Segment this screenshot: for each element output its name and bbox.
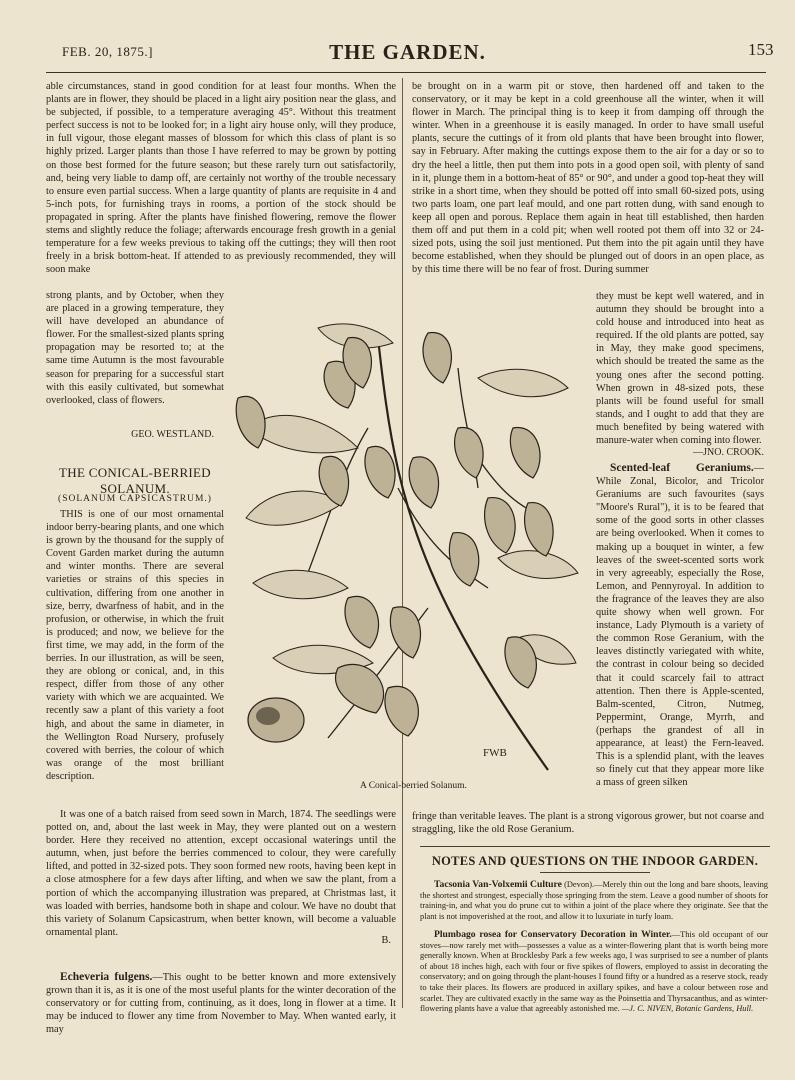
header-title: THE GARDEN. bbox=[329, 40, 486, 64]
header-date: FEB. 20, 1875.] bbox=[62, 44, 153, 59]
notes-rule-bottom bbox=[540, 872, 650, 873]
notes-title: NOTES AND QUESTIONS ON THE INDOOR GARDEN. bbox=[431, 854, 759, 868]
section-title-solanum: THE CONICAL-BERRIED SOLANUM. bbox=[59, 465, 211, 496]
signature-westland: GEO. WESTLAND. bbox=[131, 429, 214, 440]
left-paragraph-2-wide: It was one of a batch raised from seed sown in March, 1874. The seedlings were potted on, and, about the last week in May, they were planted out on a western border. Here they received no attention, except occasional waterings until the autumn, when, just before the berries commenced to colour, they were carefully lifted, and potted in 32-sized pots. They soon formed new roots, having been kept in a close atmosphere for a few days after lifting, and when we saw the plant, from a portion of which the accompanying illustration was prepared, at Christmas last, it was loaded with berries, handsome both in shape and colour. We have no doubt that this variety of Solanum Capsicastrum, when better known, will become a valuable ornamental plant. bbox=[46, 809, 396, 938]
left-paragraph-2-narrow: THIS is one of our most ornamental indoor berry-bearing plants, and one which is grown by the thousand for the supply of Covent Garden market during the autumn and winter months. There are several varieties or strains of this species in cultivation, differing from one another in size, berry, dwarfness of habit, and in the profusion, or otherwise, in which the fruit is produced; and now, we believe for the first time, we may add, in the form of the berries. In our illustration, as will be seen, they are oblong or conical, and, in this respect, differ from those of any other variety with which we are acquainted. We recently saw a plant of this variety a foot high, and about the same in diameter, in the Wellington Road Nursery, profusely covered with berries, the colour of which was orange of the most brilliant description. bbox=[46, 509, 224, 782]
left-paragraph-1-narrow: strong plants, and by October, when they are placed in a growing temperature, they will have developed an abundance of flower. For the smallest-sized plants spring propagation may be resorted to; at the same time Autumn is the most favourable season for preparing for a successful start with this easily cultivated, but somewhat overlooked, class of flowers. bbox=[46, 290, 224, 406]
illustration-monogram: FWB bbox=[483, 747, 507, 759]
echeveria-heading: Echeveria fulgens. bbox=[60, 971, 153, 983]
solanum-illustration bbox=[228, 308, 580, 776]
section-subtitle-solanum: (SOLANUM CAPSICASTRUM.) bbox=[58, 494, 212, 504]
tacsonia-heading: Tacsonia Van-Volxemii Culture bbox=[434, 880, 562, 890]
right-paragraph-1: be brought on in a warm pit or stove, then hardened off and taken to the conservatory, or it may be kept in a cold greenhouse all the winter, when it will flower in March. The principal thing is to keep it from damping off through the winter. When in a greenhouse it is easily managed. In order to have small useful plants, secure the cuttings of it from old plants that have been brought into flower, say in February. After making the cuttings expose them to the air for a day or so to dry the heel a little, then put them into pots in a good open soil, with plenty of sand in it, plunge them in a bottom-heat of 85° or 90°, and under a good top-heat they will strike in a short time, when they should be potted off into small 60-sized pots, using two parts loam, one part leaf mould, and one part rotten dung, with sand enough to keep all open and porous. Replace them again in heat till established, then harden them off and put them in a cold pit; when well rooted pot them off into 32 or 24-sized pots, using the soil just mentioned. Put them into the pit again until they have become established, when they should be plunged out of doors in an open place, as by this time there will be no fear of frost. During summer bbox=[412, 81, 764, 276]
signature-b: B. bbox=[381, 935, 391, 946]
left-paragraph-1: able circumstances, stand in good condition for at least four months. When the plants are in flower, they should be placed in a light airy position near the glass, and be subjected, if possible, to a temperature averaging 45°. Without this treatment perfect success is not to be looked for; in a light airy house only, will they produce, in full vigour, those elegant masses of blossom for which this class of plant is so highly prized. Larger plants than those I have referred to may be grown by potting on those best formed for the future season; but these rarely turn out satisfactorily, and, being very liable to damp off, are certainly not worthy of the trouble necessary to ensure even partial success. When a large quantity of plants are requisite in 4 and 5-inch pots, for furnishing trays in rooms, a portion of the stock should be propagated in spring. After the plants have finished flowering, remove the flower stems and slightly reduce the foliage; afterwards encourage fresh growth in a genial temperature for a few weeks previous to taking off the cuttings; they will then root freely in a brisk bottom-heat. If attended to as previously recommended, they will soon make bbox=[46, 81, 396, 276]
left-paragraph-3: Echeveria fulgens.—This ought to be better known and more extensively grown than it is, as it is one of the most useful plants for the winter decoration of the conservatory or for cutting from, continuing, as it does, long in flower at a time. It may be induced to flower any time from November to May. When wanted early, it may bbox=[46, 971, 396, 1035]
right-paragraph-1-narrow: they must be kept well watered, and in autumn they should be brought into a cold house and introduced into heat as required. If the old plants are potted, say in May, they make good specimens, which should be treated the same as the young ones after the second potting. When grown in 48-sized pots, these plants will be found useful for small stands, and I ought to add that they are much benefited by being watered with manure-water when coming into flower. bbox=[596, 291, 764, 446]
plumbago-signature: —J. C. NIVEN, Botanic Gardens, Hull. bbox=[621, 1004, 754, 1014]
signature-crook: —JNO. CROOK. bbox=[693, 447, 764, 458]
plumbago-heading: Plumbago rosea for Conservatory Decoration in Winter. bbox=[434, 930, 672, 940]
geraniums-heading: Scented-leaf Geraniums. bbox=[610, 462, 754, 474]
notes-rule-top bbox=[420, 846, 770, 847]
header-page-number: 153 bbox=[748, 40, 774, 59]
right-paragraph-2-wide: fringe than veritable leaves. The plant is a strong vigorous grower, but not coarse and straggling, like the old Rose Geranium. bbox=[412, 811, 764, 836]
header-rule bbox=[46, 72, 766, 73]
illustration-caption: A Conical-berried Solanum. bbox=[360, 781, 467, 791]
right-paragraph-2-narrow: Scented-leaf Geraniums.—While Zonal, Bicolor, and Tricolor Geraniums are such favourites (says "Moore's Rural"), it is to be feared that some of the good sorts in other classes are being overlooked. When it comes to making up a bouquet in winter, a few leaves of the sweet-scented sorts work in very agreeably, especially the Rose, Lemon, and Pennyroyal. In addition to the fragrance of the leaves they are also quite showy when well grown. For instance, Lady Plymouth is a variety of the common Rose Geranium, with the leaves distinctly variegated with white, the contrast in colour being so decided that it could scarcely fail to attract attention. Then there is Apple-scented, Balm-scented, Citron, Nutmeg, Peppermint, Orange, Myrrh, and (perhaps the grandest of all in appearance, at least) the Fern-leaved. This is a splendid plant, with the leaves so finely cut that they appear more like a mass of green silken bbox=[596, 462, 764, 789]
note-plumbago: Plumbago rosea for Conservatory Decoration in Winter.—This old occupant of our stoves—now rarely met with—possesses a value as a winter-flowering plant that is worth being more generally known. When at Brocklesby Park a few weeks ago, I was surprised to see a number of plants of about 18 inches high, each with four or five spikes of flowers, employed to assist in decorating the conservatory; and on going through the plant-houses I found fifty or a hundred as a reserve stock, ready to take their places. Its flowers are produced in axillary spikes, and have a colour between rose and scarlet. They are cultivated exactly in the same way as the Poinsettia and Thyrsacanthus, and as winter-flowering plants have a value that agreeably astonished me. —J. C. NIVEN, Botanic Gardens, Hull. bbox=[420, 930, 768, 1014]
note-tacsonia: Tacsonia Van-Volxemii Culture (Devon).—Merely thin out the long and bare shoots, leaving the shortest and strongest, especially those springing from the stem. Leave a good number of shoots for training-in, and what you do prune cut to within a joint of the place where they originate. See that the plant is not impoverished at the root, and allow it to luxuriate in turfy loam. bbox=[420, 880, 768, 921]
